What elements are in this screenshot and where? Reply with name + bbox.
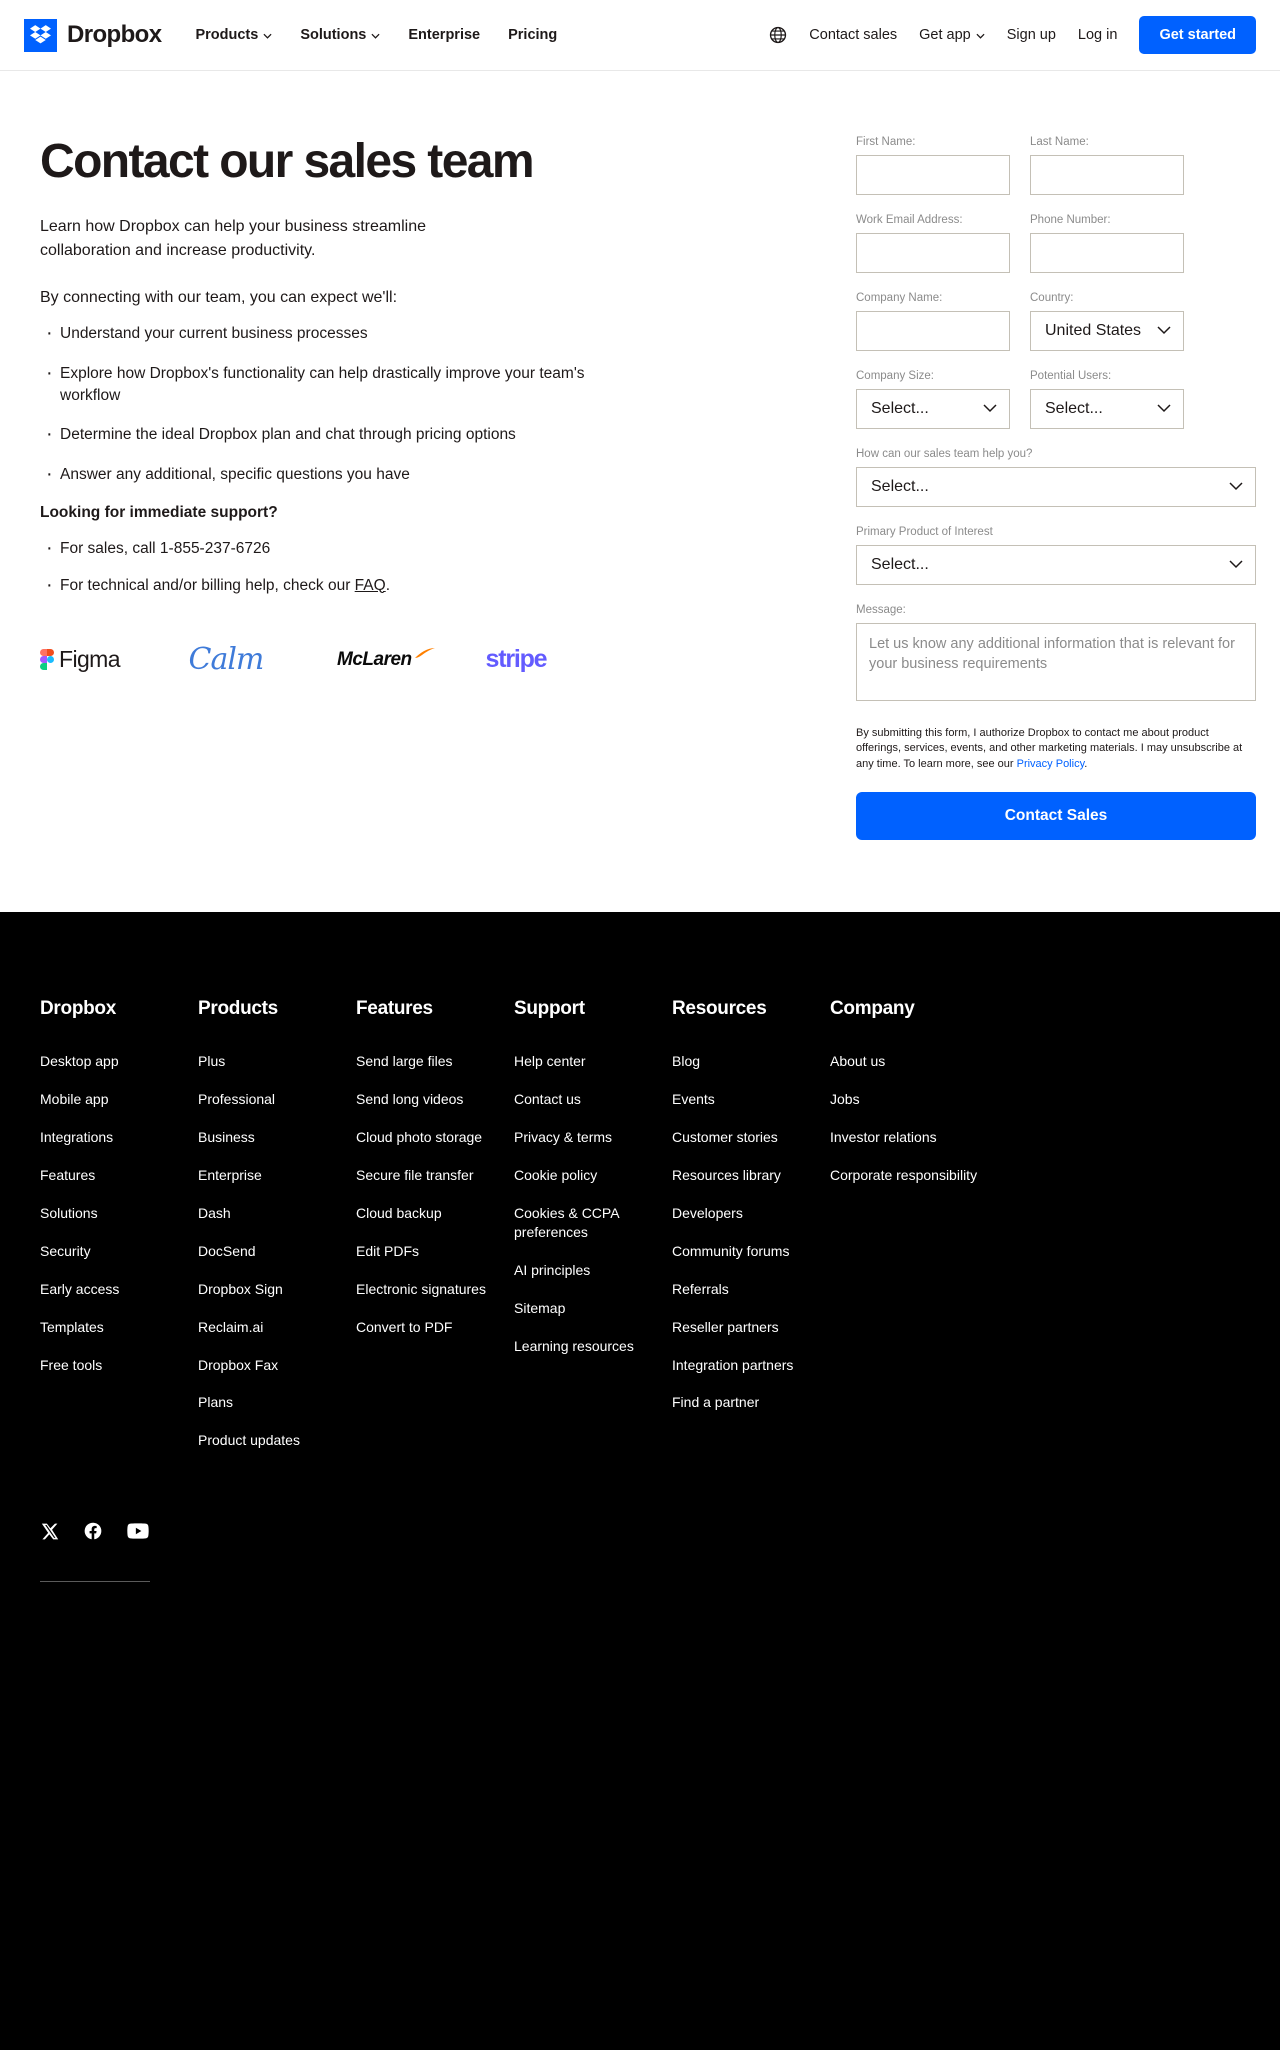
footer-link[interactable]: Resources library <box>672 1167 781 1184</box>
site-header <box>0 0 1280 71</box>
sales-help-select-value: Select... <box>871 477 929 495</box>
youtube-icon[interactable] <box>127 1523 149 1539</box>
contact-sales-submit-button[interactable]: Contact Sales <box>856 792 1256 840</box>
footer-link[interactable]: Dropbox Sign <box>198 1280 283 1297</box>
footer-link[interactable]: Corporate responsibility <box>830 1167 978 1184</box>
footer-link[interactable]: Find a partner <box>672 1394 760 1411</box>
social-links <box>40 1521 1256 1541</box>
nav-item-contact-sales[interactable] <box>809 27 897 43</box>
last-name-label: Last Name: <box>1030 136 1089 148</box>
footer-link[interactable]: Referrals <box>672 1280 729 1297</box>
country-select[interactable] <box>1030 311 1184 351</box>
footer-link[interactable]: Enterprise <box>198 1167 262 1184</box>
footer-link[interactable]: Free tools <box>40 1356 103 1373</box>
footer-link[interactable]: Templates <box>40 1318 104 1335</box>
work-email-input[interactable] <box>856 233 1010 273</box>
footer-link[interactable]: Cookies & CCPA preferences <box>514 1204 619 1240</box>
footer-link[interactable]: Blog <box>672 1053 701 1070</box>
stripe-logo-text: stripe <box>485 645 547 674</box>
first-name-label: First Name: <box>856 136 916 148</box>
footer-link[interactable]: Convert to PDF <box>356 1318 453 1335</box>
contact-sales-form <box>856 135 1256 840</box>
mclaren-swoosh-icon <box>414 643 436 665</box>
footer-link[interactable]: Contact us <box>514 1091 581 1108</box>
footer-link[interactable]: Send long videos <box>356 1091 464 1108</box>
chevron-down-icon <box>976 27 985 43</box>
globe-icon[interactable] <box>769 26 787 44</box>
footer-divider <box>40 1581 150 1582</box>
potential-users-select[interactable] <box>1030 389 1184 429</box>
list-item: · Understand your current business processes <box>40 323 634 345</box>
list-item: · Answer any additional, specific questions you have <box>40 464 634 486</box>
list-item <box>40 575 634 597</box>
figma-logo-text: Figma <box>59 646 120 673</box>
company-name-field-group <box>856 291 1010 351</box>
calm-logo <box>189 642 338 677</box>
footer-link[interactable]: AI principles <box>514 1261 591 1278</box>
facebook-icon[interactable] <box>83 1521 103 1541</box>
nav-item-products[interactable] <box>195 27 272 43</box>
footer-link[interactable]: Early access <box>40 1280 120 1297</box>
footer-link[interactable]: Learning resources <box>514 1337 634 1354</box>
faq-link[interactable]: FAQ <box>354 576 386 594</box>
nav-item-solutions[interactable] <box>300 27 380 43</box>
footer-column-features <box>356 998 514 1469</box>
faq-text-prefix: For technical and/or billing help, check our <box>60 576 355 594</box>
primary-navigation <box>195 27 557 43</box>
chevron-down-icon <box>1229 478 1243 496</box>
page-title: Contact our sales team <box>40 135 533 188</box>
dropbox-logo-icon <box>24 19 57 52</box>
footer-link[interactable]: Business <box>198 1129 255 1146</box>
nav-item-get-app-label: Get app <box>919 27 971 43</box>
chevron-down-icon <box>1157 322 1171 340</box>
footer-column-dropbox <box>40 998 198 1469</box>
hero-column <box>24 135 634 677</box>
nav-item-sign-up[interactable] <box>1007 27 1056 43</box>
footer-link[interactable]: Product updates <box>198 1432 300 1449</box>
footer-columns <box>40 998 1256 1469</box>
message-label: Message: <box>856 603 906 616</box>
legal-text-prefix: By submitting this form, I authorize Dropbox to contact me about product offerings, services, events, and other marketing materials. I may unsubscribe at any time. To learn more, see our <box>856 726 1243 770</box>
nav-item-pricing-label: Pricing <box>508 27 558 43</box>
footer-link[interactable]: Security <box>40 1242 91 1259</box>
privacy-policy-link[interactable]: Privacy Policy <box>1016 757 1085 770</box>
nav-item-pricing[interactable] <box>508 27 557 43</box>
brand-logo[interactable] <box>24 19 161 52</box>
work-email-label: Work Email Address: <box>856 213 963 226</box>
footer-link[interactable]: Privacy & terms <box>514 1129 613 1146</box>
phone-field-group <box>1030 213 1184 273</box>
brand-name: Dropbox <box>67 21 162 48</box>
sales-phone-text: For sales, call 1-855-237-6726 <box>60 539 271 557</box>
last-name-field-group <box>1030 135 1184 195</box>
phone-input[interactable] <box>1030 233 1184 273</box>
footer-link[interactable]: Plans <box>198 1394 234 1411</box>
hero-lede: Learn how Dropbox can help your business streamline collaboration and increase productivity. <box>40 217 426 260</box>
footer-heading: Support <box>514 998 585 1020</box>
hero-bullet-list <box>40 323 634 485</box>
footer-column-products <box>198 998 356 1469</box>
footer-link[interactable]: Community forums <box>672 1242 790 1259</box>
sales-help-label: How can our sales team help you? <box>856 447 1033 460</box>
footer-link[interactable]: Reseller partners <box>672 1318 779 1335</box>
potential-users-label: Potential Users: <box>1030 369 1112 382</box>
hero-expect-intro: By connecting with our team, you can expect we'll: <box>40 289 398 307</box>
list-item <box>40 538 634 560</box>
footer-column-company <box>830 998 988 1469</box>
customer-logo-row <box>40 642 634 677</box>
footer-link[interactable]: Integration partners <box>672 1356 794 1373</box>
company-name-input[interactable] <box>856 311 1010 351</box>
phone-label: Phone Number: <box>1030 213 1111 226</box>
footer-link[interactable]: Sitemap <box>514 1299 566 1316</box>
country-select-value: United States <box>1045 321 1142 339</box>
footer-link[interactable]: Edit PDFs <box>356 1242 420 1259</box>
footer-link[interactable]: About us <box>830 1053 886 1070</box>
stripe-logo <box>486 645 635 674</box>
primary-product-select-value: Select... <box>871 555 929 573</box>
nav-item-enterprise-label: Enterprise <box>408 27 481 43</box>
footer-link[interactable]: Investor relations <box>830 1129 937 1146</box>
work-email-field-group <box>856 213 1010 273</box>
footer-link[interactable]: Cloud backup <box>356 1204 442 1221</box>
footer-link[interactable]: Reclaim.ai <box>198 1318 264 1335</box>
country-field-group <box>1030 291 1184 351</box>
message-field-group <box>856 603 1256 706</box>
sales-help-field-group <box>856 447 1256 507</box>
footer-link[interactable]: Developers <box>672 1204 743 1221</box>
footer-link[interactable]: Mobile app <box>40 1091 109 1108</box>
footer-link[interactable]: Dash <box>198 1204 231 1221</box>
nav-item-log-in-label: Log in <box>1077 27 1118 43</box>
nav-item-products-label: Products <box>195 27 259 43</box>
get-started-button[interactable]: Get started <box>1139 16 1256 54</box>
footer-link[interactable]: Secure file transfer <box>356 1167 474 1184</box>
chevron-down-icon <box>263 27 272 43</box>
chevron-down-icon <box>1229 556 1243 574</box>
footer-link[interactable]: Desktop app <box>40 1053 119 1070</box>
company-size-field-group <box>856 369 1010 429</box>
site-footer <box>0 912 1280 2050</box>
figma-logo <box>40 646 189 673</box>
company-size-select[interactable] <box>856 389 1010 429</box>
chevron-down-icon <box>371 27 380 43</box>
footer-link[interactable]: Cloud photo storage <box>356 1129 483 1146</box>
chevron-down-icon <box>983 400 997 418</box>
mclaren-logo <box>337 649 486 671</box>
company-name-label: Company Name: <box>856 291 943 304</box>
footer-link[interactable]: Send large files <box>356 1053 453 1070</box>
footer-column-support <box>514 998 672 1469</box>
country-label: Country: <box>1030 291 1074 304</box>
footer-link[interactable]: Electronic signatures <box>356 1280 486 1297</box>
figma-mark-icon <box>40 649 54 670</box>
footer-link[interactable]: Jobs <box>830 1091 860 1108</box>
footer-link[interactable]: Help center <box>514 1053 586 1070</box>
list-item: · Explore how Dropbox's functionality can help drastically improve your team's workflow <box>40 363 634 406</box>
nav-item-enterprise[interactable] <box>408 27 480 43</box>
potential-users-field-group <box>1030 369 1184 429</box>
footer-link[interactable]: Events <box>672 1091 715 1108</box>
mclaren-logo-text: McLaren <box>337 648 412 670</box>
footer-link[interactable]: Integrations <box>40 1129 114 1146</box>
footer-link[interactable]: Plus <box>198 1053 226 1070</box>
primary-product-field-group <box>856 525 1256 585</box>
sales-help-select[interactable] <box>856 467 1256 507</box>
footer-link[interactable]: Professional <box>198 1091 276 1108</box>
last-name-input[interactable] <box>1030 155 1184 195</box>
footer-column-resources <box>672 998 830 1469</box>
support-heading: Looking for immediate support? <box>40 503 278 521</box>
footer-link[interactable]: Dropbox Fax <box>198 1356 279 1373</box>
footer-link[interactable]: Customer stories <box>672 1129 778 1146</box>
footer-link[interactable]: Cookie policy <box>514 1167 598 1184</box>
primary-product-select[interactable] <box>856 545 1256 585</box>
nav-item-get-app[interactable] <box>919 27 985 43</box>
secondary-navigation <box>769 16 1256 54</box>
faq-text-suffix: . <box>385 576 390 594</box>
company-size-select-value: Select... <box>871 399 929 417</box>
footer-heading: Company <box>830 998 915 1020</box>
legal-text-suffix: . <box>1084 757 1088 770</box>
company-size-label: Company Size: <box>856 369 934 382</box>
nav-item-contact-sales-label: Contact sales <box>809 27 898 43</box>
footer-link[interactable]: DocSend <box>198 1242 256 1259</box>
support-bullet-list <box>40 538 634 596</box>
first-name-field-group <box>856 135 1010 195</box>
footer-heading: Dropbox <box>40 998 117 1020</box>
primary-product-label: Primary Product of Interest <box>856 525 993 538</box>
message-textarea[interactable] <box>856 623 1256 701</box>
x-twitter-icon[interactable] <box>40 1522 59 1541</box>
potential-users-select-value: Select... <box>1045 399 1103 417</box>
main-content <box>0 71 1280 840</box>
calm-logo-text: Calm <box>188 642 264 678</box>
nav-item-solutions-label: Solutions <box>300 27 367 43</box>
footer-heading: Features <box>356 998 433 1020</box>
footer-heading: Products <box>198 998 278 1020</box>
legal-disclaimer <box>856 726 1256 773</box>
footer-link[interactable]: Features <box>40 1167 96 1184</box>
chevron-down-icon <box>1157 400 1171 418</box>
footer-link[interactable]: Solutions <box>40 1204 98 1221</box>
nav-item-log-in[interactable] <box>1078 27 1118 43</box>
nav-item-sign-up-label: Sign up <box>1006 27 1056 43</box>
list-item: · Determine the ideal Dropbox plan and chat through pricing options <box>40 424 634 446</box>
first-name-input[interactable] <box>856 155 1010 195</box>
footer-heading: Resources <box>672 998 767 1020</box>
